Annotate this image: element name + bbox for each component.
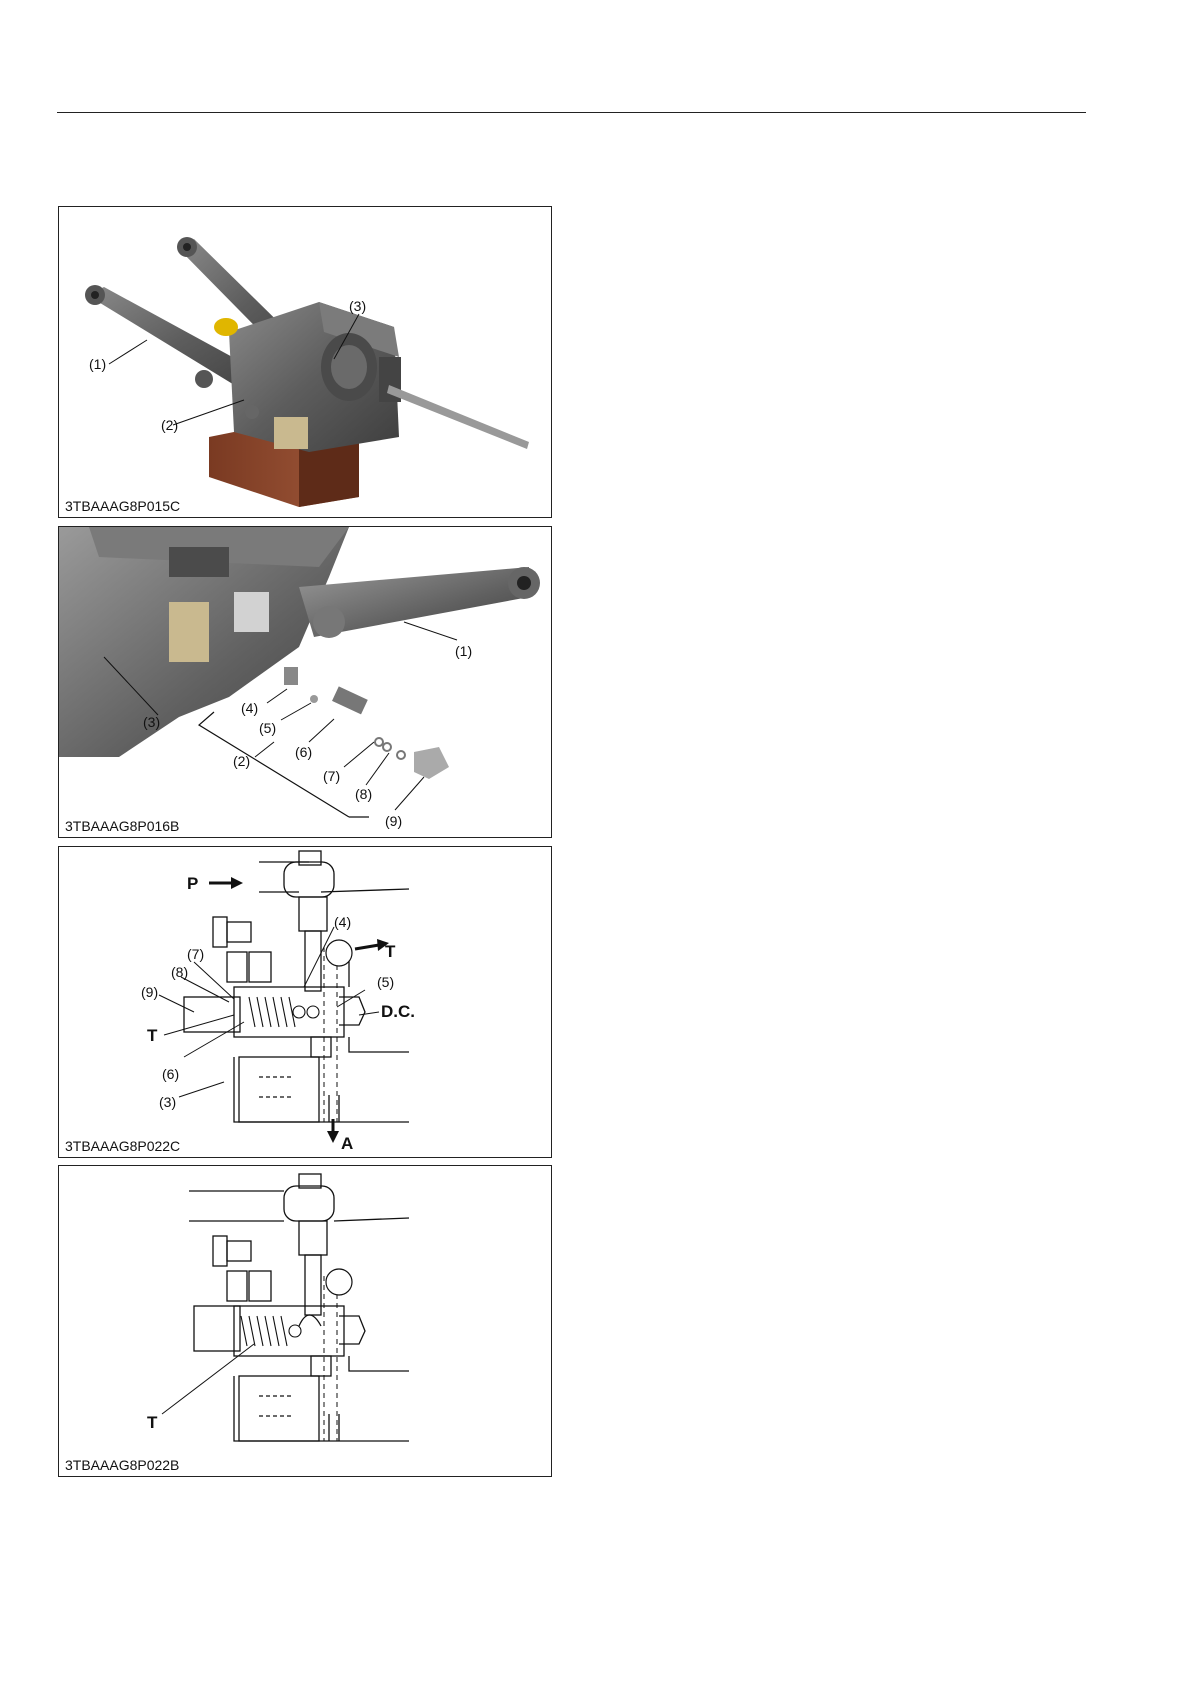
section-diagram-1 (59, 847, 551, 1157)
callout-1: (1) (455, 643, 473, 659)
callout-4: (4) (334, 914, 352, 930)
header-rule (57, 112, 1086, 113)
callout-2: (2) (161, 417, 179, 433)
photo-illustration-2 (59, 527, 551, 837)
port-label-dc: D.C. (381, 1002, 415, 1021)
callout-3: (3) (143, 714, 161, 730)
figure-caption: 3TBAAAG8P022B (65, 1457, 180, 1473)
figure-caption: 3TBAAAG8P015C (65, 498, 181, 514)
port-label-t-upper: T (385, 942, 396, 961)
callout-6: (6) (162, 1066, 180, 1082)
figure-relief-valve-section-open (58, 1165, 552, 1477)
callout-5: (5) (377, 974, 395, 990)
port-label-t: T (147, 1413, 158, 1432)
callout-3: (3) (349, 298, 367, 314)
callout-4: (4) (241, 700, 259, 716)
callout-8: (8) (355, 786, 373, 802)
section-diagram-2 (59, 1166, 551, 1476)
photo-illustration-1 (59, 207, 551, 517)
callout-9: (9) (385, 813, 403, 829)
callout-7: (7) (187, 946, 205, 962)
port-label-a: A (341, 1134, 354, 1153)
figure-hydraulic-assembly-photo (58, 206, 552, 518)
callout-9: (9) (141, 984, 159, 1000)
port-label-t-lower: T (147, 1026, 158, 1045)
port-label-p: P (187, 874, 199, 893)
callout-1: (1) (89, 356, 107, 372)
figure-relief-valve-exploded-photo (58, 526, 552, 838)
callout-2: (2) (233, 753, 251, 769)
callout-3: (3) (159, 1094, 177, 1110)
figure-relief-valve-section-labeled (58, 846, 552, 1158)
callout-8: (8) (171, 964, 189, 980)
figure-caption: 3TBAAAG8P022C (65, 1138, 181, 1154)
callout-7: (7) (323, 768, 341, 784)
figure-caption: 3TBAAAG8P016B (65, 818, 180, 834)
callout-5: (5) (259, 720, 277, 736)
callout-6: (6) (295, 744, 313, 760)
